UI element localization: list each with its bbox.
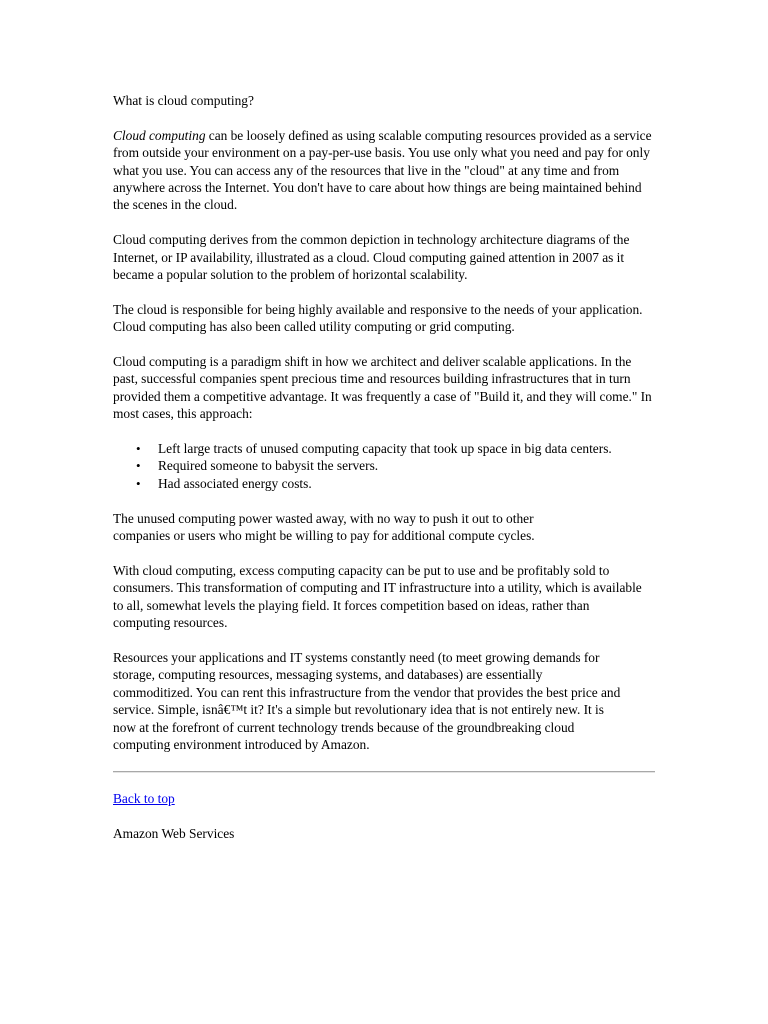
paragraph-resources: Resources your applications and IT systems constantly need (to meet growing demands for storage, computing resources, messaging systems, and databases) are essentially commoditized. You can rent this infrastructure from the vendor that provides the best price and service. Simple, isnâ€™t it? It's a simple but revolutionary idea that is not entirely new. It is now at the forefront of current technology trends because of the groundbreaking cloud computing environment introduced by Amazon. xyxy=(113,649,621,752)
intro-text: can be loosely defined as using scalable computing resources provided as a service from outside your environment on a pay-per-use basis. You use only what you need and pay for only what you use. You can access any of the resources that live in the "cloud" at any time and from anywhere across the Internet. You don't have to care about how things are being maintained behind the scenes in the cloud. xyxy=(113,127,652,213)
back-to-top-link[interactable]: Back to top xyxy=(113,790,175,806)
paragraph-excess: With cloud computing, excess computing capacity can be put to use and be profitably sold to consumers. This transformation of computing and IT infrastructure into a utility, which is available to all, somewhat levels the playing field. It forces competition based on ideas, rather than computing resources. xyxy=(113,562,642,631)
approach-list xyxy=(113,440,661,492)
list-item-text: Had associated energy costs. xyxy=(158,475,312,491)
horizontal-rule xyxy=(113,771,655,773)
bullet-icon: • xyxy=(136,475,141,491)
paragraph-paradigm: Cloud computing is a paradigm shift in how we architect and deliver scalable applications. In the past, successful companies spent precious time and resources building infrastructures that in turn provided them a competitive advantage. It was frequently a case of "Build it, and they will come." In most cases, this approach: xyxy=(113,354,652,422)
list-item-text: Required someone to babysit the servers. xyxy=(158,458,379,474)
bullet-icon: • xyxy=(136,441,141,457)
list-item xyxy=(136,457,628,474)
paragraph-responsible: The cloud is responsible for being highly available and responsive to the needs of your application. Cloud computing has also been called utility computing or grid computing. xyxy=(113,301,643,335)
section-heading: What is cloud computing? xyxy=(113,93,254,108)
list-item-text: Left large tracts of unused computing capacity that took up space in big data centers. xyxy=(158,441,612,457)
next-section-heading: Amazon Web Services xyxy=(113,825,235,841)
intro-paragraph xyxy=(113,127,653,214)
paragraph-unused: The unused computing power wasted away, with no way to push it out to other companies or users who might be willing to pay for additional compute cycles. xyxy=(113,510,535,544)
document-body xyxy=(113,92,661,859)
paragraph-derives: Cloud computing derives from the common depiction in technology architecture diagrams of the Internet, or IP availability, illustrated as a cloud. Cloud computing gained attention in 2007 as it became a popular solution to the problem of horizontal scalability. xyxy=(113,232,630,283)
list-item xyxy=(136,475,628,492)
intro-term: Cloud computing xyxy=(113,127,206,143)
bullet-icon: • xyxy=(136,458,141,474)
list-item xyxy=(136,440,628,457)
